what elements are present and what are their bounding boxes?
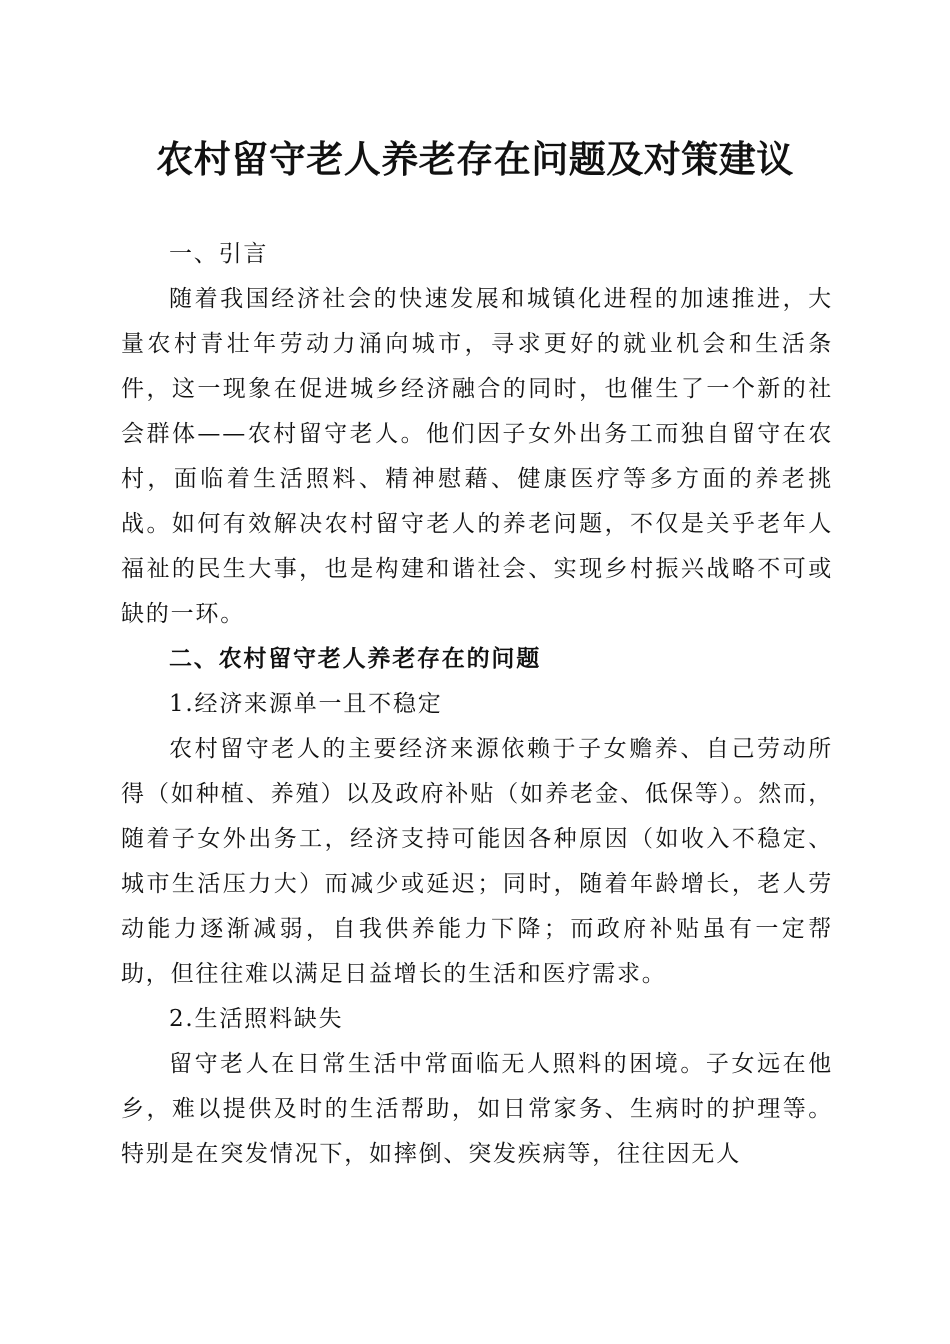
document-body xyxy=(121,232,833,1177)
section-heading-intro: 一、引言 xyxy=(169,241,269,267)
section-heading-problems: 二、农村留守老人养老存在的问题 xyxy=(169,646,541,672)
document-title: 农村留守老人养老存在问题及对策建议 xyxy=(156,137,794,181)
paragraph-economic-source: 农村留守老人的主要经济来源依赖于子女赡养、自己劳动所得（如种植、养殖）以及政府补贴（如养老金、低保等）。然而，随着子女外出务工，经济支持可能因各种原因（如收入不稳定、城市生活压力大）而减少或延迟；同时，随着年龄增长，老人劳动能力逐渐减弱，自我供养能力下降；而政府补贴虽有一定帮助，但往往难以满足日益增长的生活和医疗需求。 xyxy=(121,736,833,987)
paragraph-life-care: 留守老人在日常生活中常面临无人照料的困境。子女远在他乡，难以提供及时的生活帮助，如日常家务、生病时的护理等。特别是在突发情况下，如摔倒、突发疾病等，往往因无人 xyxy=(121,1051,833,1167)
paragraph-intro: 随着我国经济社会的快速发展和城镇化进程的加速推进，大量农村青壮年劳动力涌向城市，寻求更好的就业机会和生活条件，这一现象在促进城乡经济融合的同时，也催生了一个新的社会群体——农村留守老人。他们因子女外出务工而独自留守在农村，面临着生活照料、精神慰藉、健康医疗等多方面的养老挑战。如何有效解决农村留守老人的养老问题，不仅是关乎老年人福祉的民生大事，也是构建和谐社会、实现乡村振兴战略不可或缺的一环。 xyxy=(121,286,833,627)
subheading-life-care: 2.生活照料缺失 xyxy=(169,1006,344,1032)
subheading-economic-source: 1.经济来源单一且不稳定 xyxy=(169,691,443,717)
